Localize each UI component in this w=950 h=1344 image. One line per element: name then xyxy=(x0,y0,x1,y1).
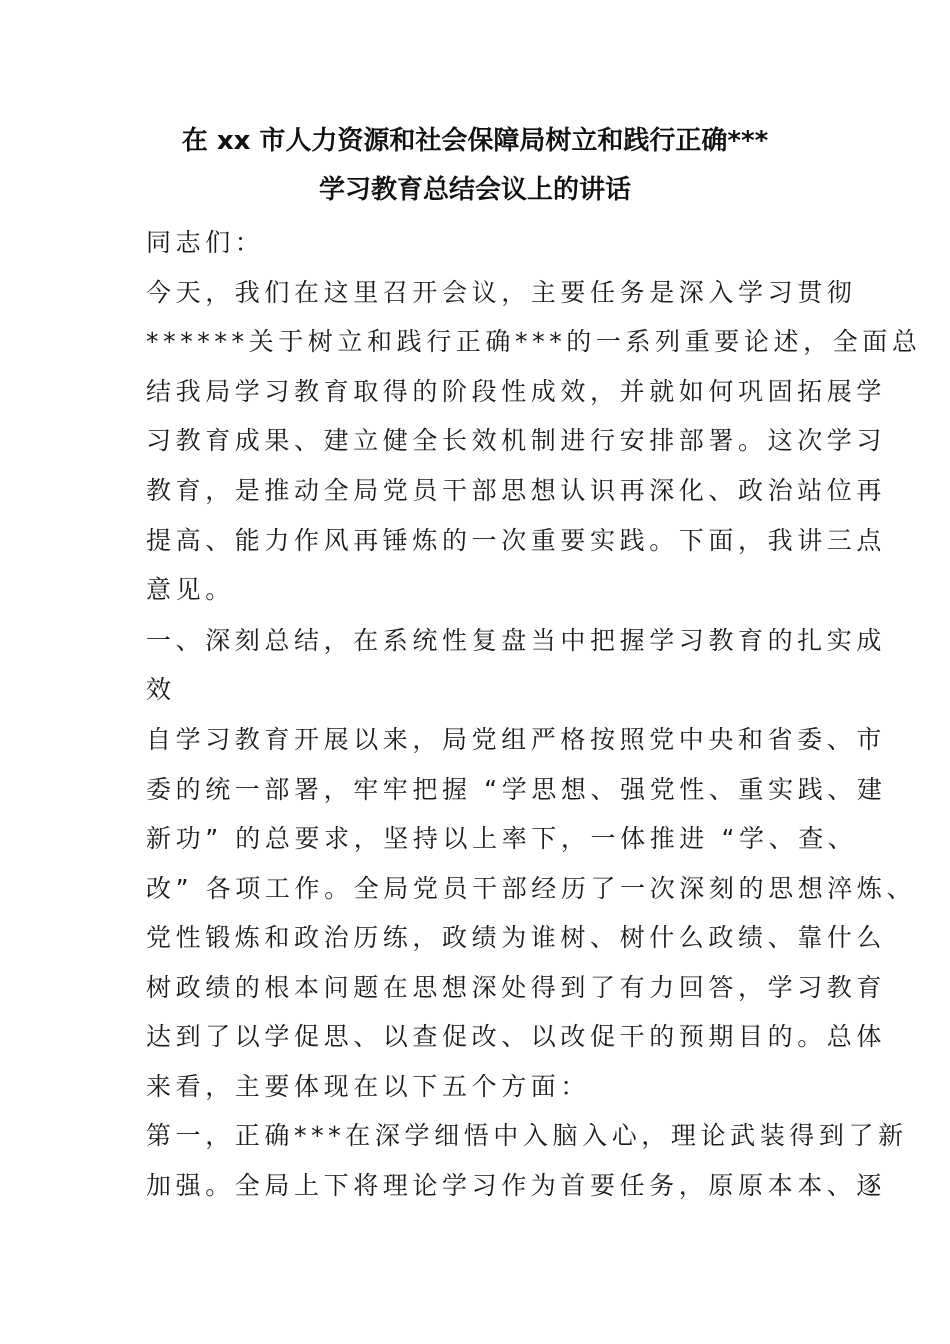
document-title-line-1: 在 xx 市人力资源和社会保障局树立和践行正确*** xyxy=(181,126,769,156)
body-line: 结我局学习教育取得的阶段性成效，并就如何巩固拓展学 xyxy=(146,377,887,406)
body-line: 第一，正确***在深学细悟中入脑入心，理论武装得到了新 xyxy=(146,1121,908,1150)
salutation: 同志们： xyxy=(146,228,265,257)
section-heading-line: 效 xyxy=(146,675,176,704)
body-line: 意见。 xyxy=(146,575,235,604)
body-line: 新功” 的总要求，坚持以上率下，一体推进 “学、查、 xyxy=(146,824,858,853)
body-line: 达到了以学促思、以查促改、以改促干的预期目的。总体 xyxy=(146,1022,887,1051)
body-line: 加强。全局上下将理论学习作为首要任务，原原本本、逐 xyxy=(146,1171,887,1200)
document-title-line-2: 学习教育总结会议上的讲话 xyxy=(318,175,631,205)
body-line: 委的统一部署，牢牢把握 “学思想、强党性、重实践、建 xyxy=(146,775,887,804)
body-line: 改” 各项工作。全局党员干部经历了一次深刻的思想淬炼、 xyxy=(146,874,917,903)
body-line: ******关于树立和践行正确***的一系列重要论述，全面总 xyxy=(146,327,922,356)
body-line: 自学习教育开展以来，局党组严格按照党中央和省委、市 xyxy=(146,725,887,754)
body-line: 党性锻炼和政治历练，政绩为谁树、树什么政绩、靠什么 xyxy=(146,923,887,952)
body-line: 树政绩的根本问题在思想深处得到了有力回答，学习教育 xyxy=(146,973,887,1002)
body-line: 教育，是推动全局党员干部思想认识再深化、政治站位再 xyxy=(146,476,887,505)
body-line: 习教育成果、建立健全长效机制进行安排部署。这次学习 xyxy=(146,426,887,455)
body-line: 来看，主要体现在以下五个方面： xyxy=(146,1072,591,1101)
body-line: 今天，我们在这里召开会议，主要任务是深入学习贯彻 xyxy=(146,278,857,307)
section-heading-line: 一、深刻总结，在系统性复盘当中把握学习教育的扎实成 xyxy=(146,626,887,655)
body-line: 提高、能力作风再锤炼的一次重要实践。下面，我讲三点 xyxy=(146,526,887,555)
